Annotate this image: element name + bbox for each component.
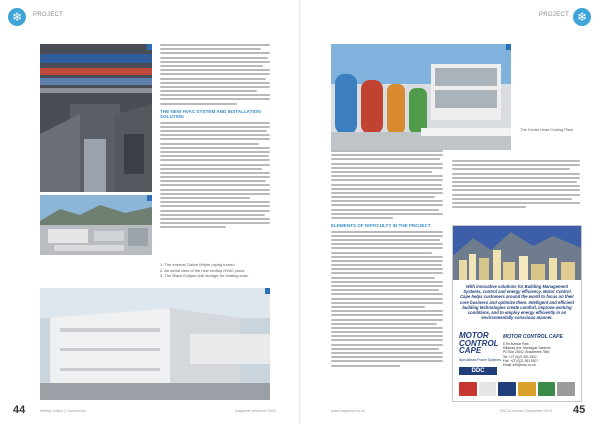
left-text-column [160, 44, 270, 231]
photo-number-badge [506, 44, 511, 50]
caption-item: 1. The internal Galvin Whyte piping turned. [160, 262, 236, 267]
photo-number-badge [265, 288, 270, 294]
partner-logo-strip [459, 382, 575, 396]
contact-line: 6 Tel Avenue Park [503, 342, 529, 346]
footer-right-a: www.magazine.co.za [331, 409, 365, 413]
footer-left-b: magazine reference 0000 [235, 409, 276, 413]
footer-left-a: Weekly edition | Construction [40, 409, 87, 413]
snowflake-icon: ❄ [573, 8, 591, 26]
partner-logo [459, 382, 477, 396]
brand-subtitle: Specialised Power Systems [459, 358, 501, 362]
page-number-left: 44 [13, 404, 26, 416]
contact-line: PO Box 23002, Brackenfell 7560 [503, 350, 550, 355]
photo-rooftop-plant [40, 195, 152, 255]
caption-list [160, 262, 249, 279]
section-heading: THE NEW HVAC SYSTEM AND INSTALLATION SOLUTION [160, 108, 261, 120]
contact-line: Fax: +27 (0)21 551 5307 [503, 358, 538, 363]
body-paragraph [452, 160, 580, 210]
page-gutter [299, 0, 301, 424]
photo-ducting-unit [40, 288, 270, 400]
caption-item: 3. The Black Eclipse chill storage for heating coils. [160, 273, 249, 279]
right-text-column-1 [331, 150, 443, 369]
brand-logo-text: MOTOR CONTROL CAPE [459, 331, 499, 355]
advert-tagline: With innovative solutions for Building Management Systems, control and energy efficiency, Motor Control Cape helps customers around the world to focus on their core business and optimize them. Intelligent and efficient building technologies create comfort, improve working conditions, and to employ energy efficiently in an environmentally conscious manner. [460, 284, 574, 321]
caption-item: 2. An aerial view of the new rooftop HVAC plant. [160, 267, 246, 273]
contact-line: Killarney Ave, Montague Gardens [503, 346, 551, 351]
footer-right-b: RACA Journal | September 2019 [500, 409, 553, 413]
body-paragraph [160, 122, 270, 231]
photo-number-badge [147, 44, 152, 50]
page-number-right: 45 [573, 404, 586, 416]
photo-rooftop-ducts [331, 44, 511, 150]
section-label-right: PROJECT [539, 12, 570, 18]
snowflake-icon: ❄ [8, 8, 26, 26]
partner-logo [538, 382, 556, 396]
photo-caption: The Centre Head Cooling Plant [520, 128, 573, 132]
partner-logo [518, 382, 536, 396]
section-heading: ELEMENTS OF DIFFICULTY IN THE PROJECT [331, 223, 431, 229]
contact-line: Email: info@mcc.co.za [503, 363, 536, 368]
contact-line: Tel: +27 (0)21 551 5302 [503, 354, 537, 359]
partner-logo [498, 382, 516, 396]
body-paragraph [331, 231, 443, 369]
intro-paragraph [160, 44, 270, 107]
advert-contact-block [503, 342, 550, 367]
partner-logo [557, 382, 575, 396]
body-paragraph [331, 150, 443, 221]
photo-ceiling-pipes [40, 44, 152, 192]
photo-number-badge [147, 195, 152, 201]
section-label-left: PROJECT [33, 12, 64, 18]
advert-company-name: MOTOR CONTROL CAPE [503, 334, 563, 340]
partner-logo [479, 382, 497, 396]
city-skyline-image [453, 226, 581, 280]
right-text-column-2 [452, 160, 580, 210]
advertisement[interactable] [452, 225, 582, 402]
ddc-logo: DDC [459, 367, 497, 375]
